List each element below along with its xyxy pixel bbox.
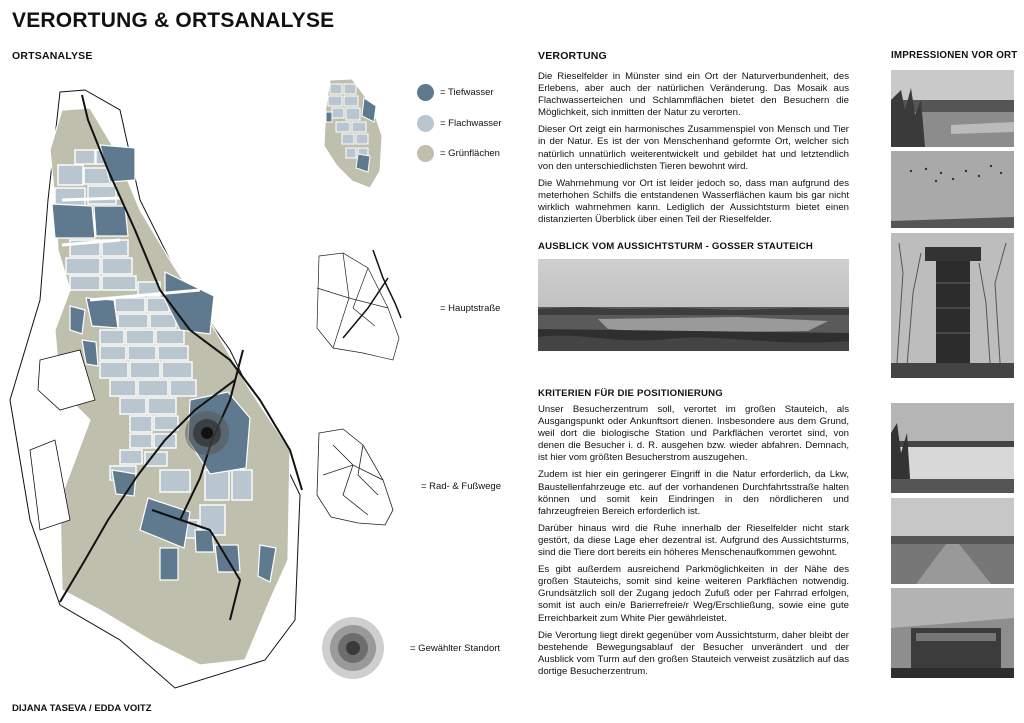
verortung-heading: VERORTUNG [538, 50, 607, 62]
impression-photo-tower [891, 233, 1014, 378]
legend-standort: = Gewählter Standort [410, 643, 501, 654]
ausblick-heading: AUSBLICK VOM AUSSICHTSTURM - GOSSER STAUTEICH [538, 241, 813, 252]
verortung-text [538, 71, 849, 231]
gruenflaechen-swatch [417, 145, 434, 162]
kriterien-paragraph: Die Verortung liegt direkt gegenüber vom Aussichtsturm, daher bleibt der bestehende Bewegungsablauf der Besucher unverändert und der Ausblick vom Turm auf den großen Stauteich verweist zusätzlich auf das dortige Besucherzentrum. [538, 629, 849, 677]
impression-photo-reeds [891, 70, 1014, 147]
kriterien-paragraph: Zudem ist hier ein geringerer Eingriff in die Natur erforderlich, da Lkw, Baustellenfahrzeuge etc. auf der vorhandenen Durchfahrtsstraße halten können und somit kein Eindringen in den nördlicheren und fahrzeugfreien Bereich erforderlich ist. [538, 469, 849, 517]
legend-flachwasser: = Flachwasser [440, 118, 502, 129]
impression-photo-path [891, 498, 1014, 584]
impression-photo-lake [891, 403, 1014, 493]
tiefwasser-swatch [417, 84, 434, 101]
kriterien-paragraph: Darüber hinaus wird die Ruhe innerhalb der Rieselfelder nicht stark gestört, da diese Lage eher dezentral ist. Aufgrund des Aussichtsturms, sind die Tiere dort bereits ein höheres Menschenaufkommen gewohnt. [538, 522, 849, 559]
legend-hauptstrasse: = Hauptstraße [440, 303, 501, 314]
impression-photo-birds [891, 151, 1014, 228]
kriterien-paragraph: Unser Besucherzentrum soll, verortet im großen Stauteich, als Ausgangspunkt oder Ankunftsort dienen. Insbesondere aus dem Grund, weil dort die biologische Station und Parkflächen verortet sind, von denen die Besucher i. d. R. ausgehen bzw. wieder abfahren. Demnach, ist hier vom größten Besucherstrom auszugehen. [538, 404, 849, 464]
kriterien-heading: KRITERIEN FÜR DIE POSITIONIERUNG [538, 388, 723, 399]
road-legend-map [313, 248, 403, 363]
impressionen-heading: IMPRESSIONEN VOR ORT [891, 50, 1018, 61]
water-legend-map [322, 76, 392, 191]
legend-radwege: = Rad- & Fußwege [421, 481, 501, 492]
page-title: VERORTUNG & ORTSANALYSE [12, 9, 335, 32]
impression-photo-hide [891, 588, 1014, 678]
flachwasser-swatch [417, 115, 434, 132]
verortung-paragraph: Dieser Ort zeigt ein harmonisches Zusammenspiel von Mensch und Tier in der Natur. Es ist der von Menschenhand geformte Ort, welcher sich natürlich unnatürlich weiterentwickelt und gebildet hat und letztendlich von den unterschiedlichsten Tieren bewohnt wird. [538, 124, 849, 172]
standort-swatch [321, 616, 385, 680]
verortung-paragraph: Die Rieselfelder in Münster sind ein Ort der Naturverbundenheit, des Erlebens, aber auch der natürlichen Veränderung. Das Mosaik aus Flachwasserteichen und Schlammflächen bietet den Besuchern die Möglichkeit, sich inmitten der Natur zu verorten. [538, 71, 849, 119]
authors: DIJANA TASEVA / EDDA VOITZ [12, 703, 152, 714]
legend-tiefwasser: = Tiefwasser [440, 87, 494, 98]
site-map [0, 80, 310, 700]
kriterien-text [538, 404, 849, 683]
path-legend-map [313, 425, 398, 530]
ortsanalyse-heading: ORTSANALYSE [12, 50, 93, 62]
kriterien-paragraph: Es gibt außerdem ausreichend Parkmöglichkeiten in der Nähe des großen Stauteichs, somit sind keine weiteren Parkflächen notwendig. Grundsätzlich soll der Zugang jedoch Zufuß oder per Fahrrad erfolgen, somit ist auch ein/e Barierrefreie/r Weg/Erschließung, sowie eine gute Erreichbarkeit zum White Pier gewährleistet. [538, 564, 849, 624]
legend-gruenflaechen: = Grünflächen [440, 148, 500, 159]
panorama-photo [538, 259, 849, 351]
verortung-paragraph: Die Wahrnehmung vor Ort ist leider jedoch so, dass man aufgrund des meterhohen Schilfs die entstandenen Wasserflächen kaum bis gar nicht wirklich wahrnehmen kann. Lediglich der Aussichtsturm bietet einen distanzierten Überblick über einen Teil der Rieselfelder. [538, 177, 849, 226]
